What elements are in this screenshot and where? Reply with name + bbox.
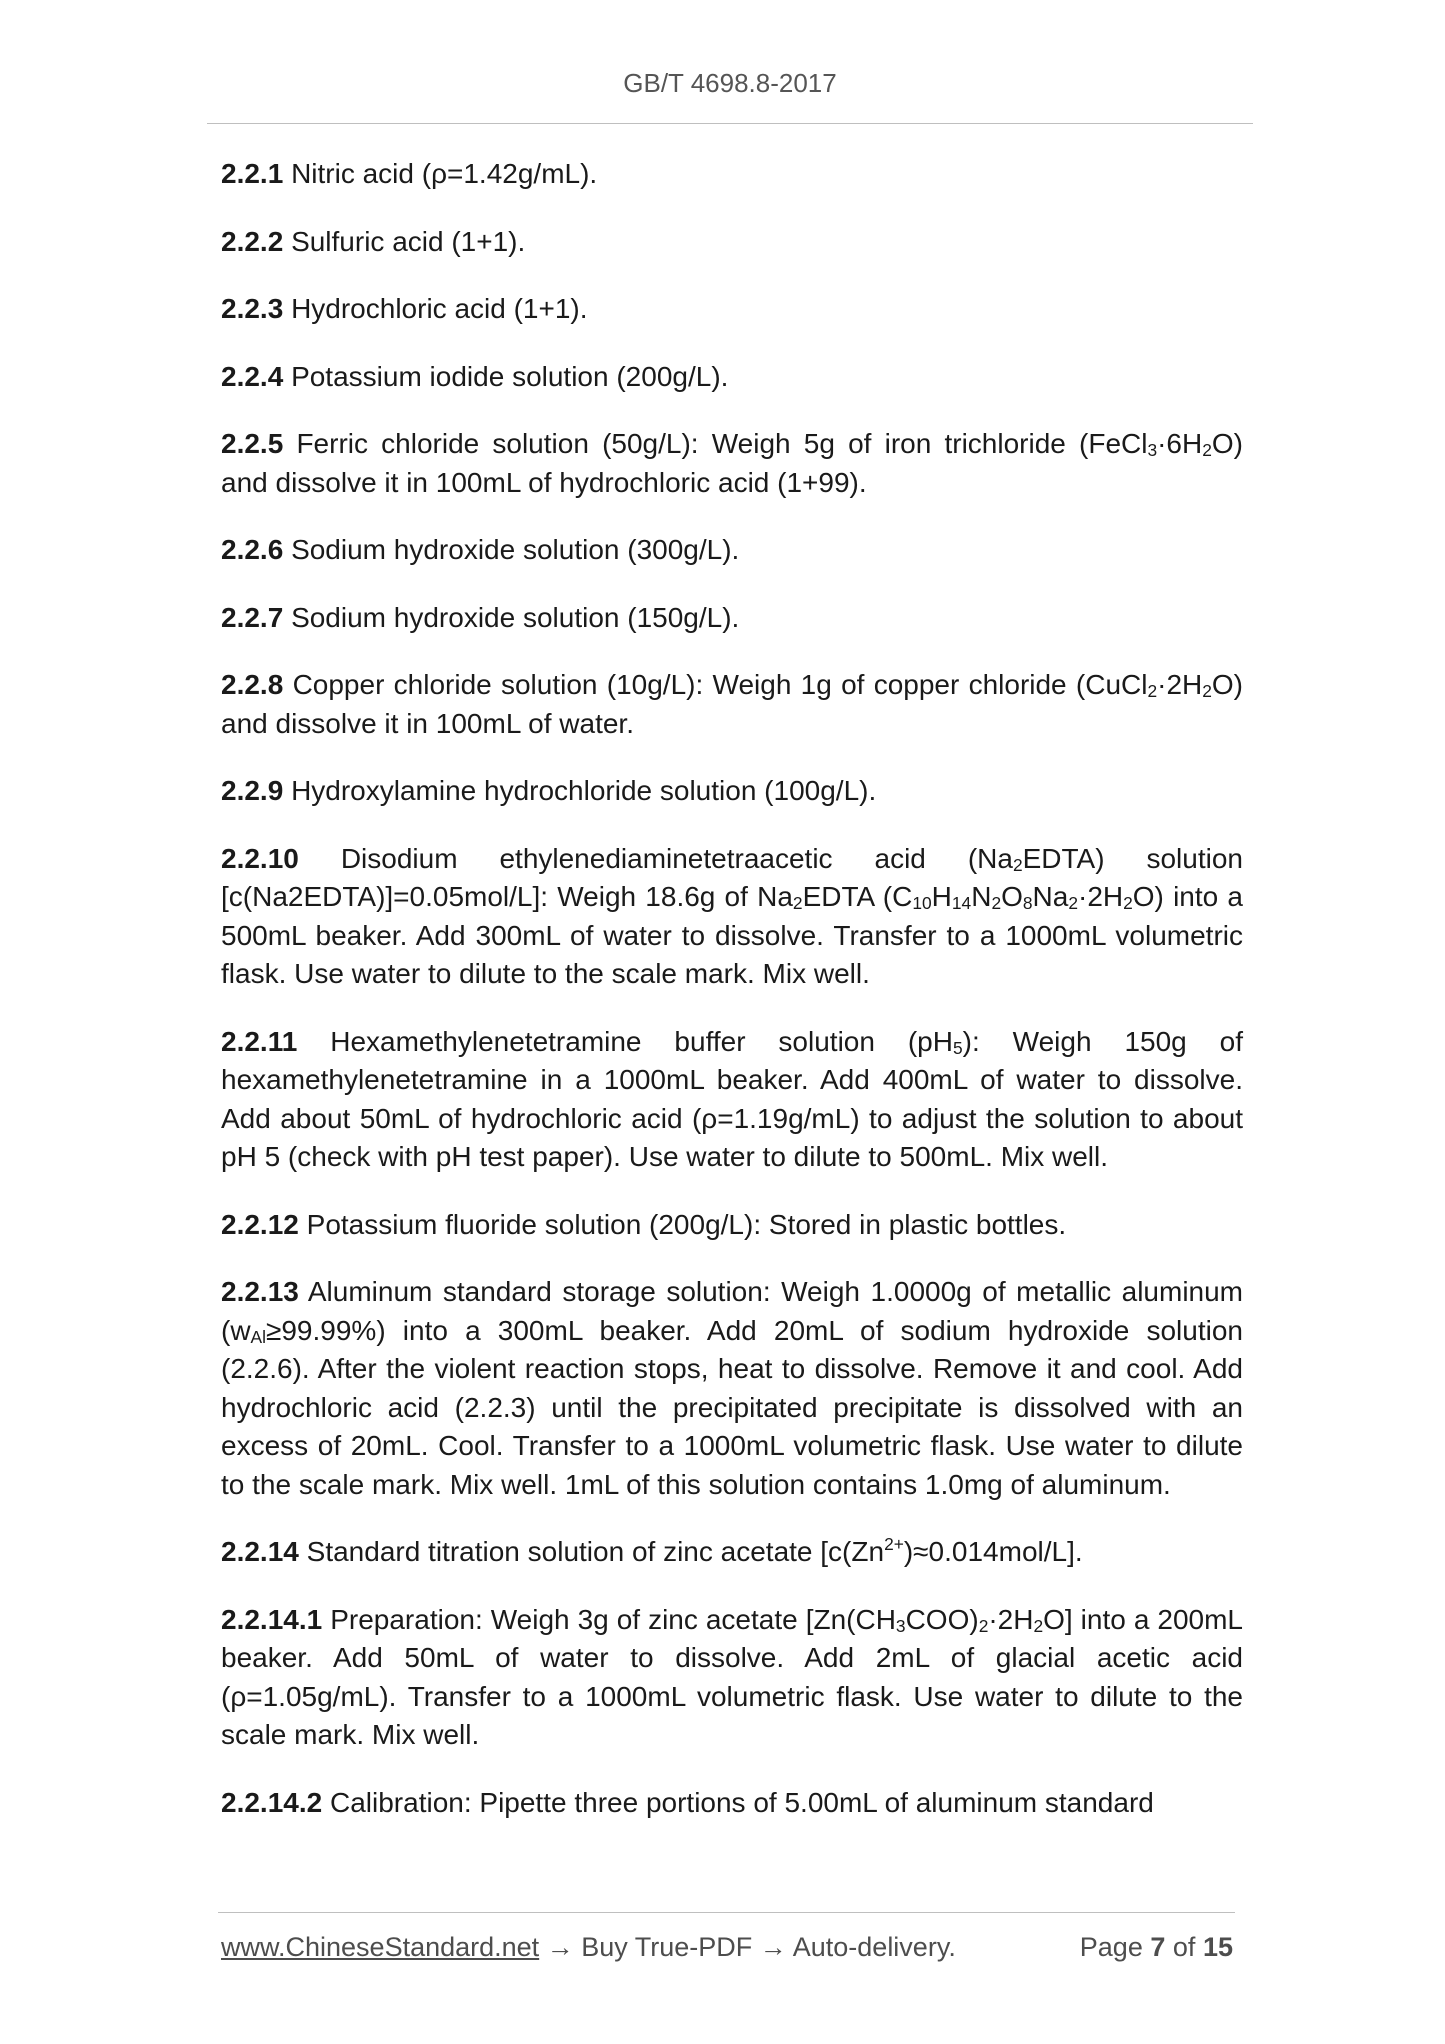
footer-promo-text: → Buy True-PDF → Auto-delivery.: [539, 1932, 956, 1962]
section-number: 2.2.9: [221, 775, 284, 806]
section-number: 2.2.6: [221, 534, 284, 565]
section-number: 2.2.13: [221, 1276, 299, 1307]
section-number: 2.2.14: [221, 1536, 299, 1567]
section-text: Hydroxylamine hydrochloride solution (100g/L).: [291, 775, 877, 806]
section-2-2-6: [221, 531, 1243, 570]
section-number: 2.2.4: [221, 360, 284, 392]
section-text: Disodium ethylenediaminetetraacetic acid $(Na_2EDTA)$ solution [c(Na2EDTA)]=0.05mol/L]: Weigh 18.6g of $Na_2EDTA$ $(C_{10}H_{14}N_2O_8Na_2\cdot 2H_2O)$ into a 500mL beaker. Add 300mL of water to dissolve. Transfer to a 1000mL volumetric flask. Use water to dilute to the scale mark. Mix well.: [221, 842, 1243, 989]
section-2-2-11: [221, 1023, 1243, 1177]
section-2-2-8: [221, 666, 1243, 743]
section-2-2-4: [221, 358, 1243, 397]
section-number: 2.2.7: [221, 601, 284, 633]
section-text: Nitric acid (ρ=1.42g/mL).: [291, 158, 598, 189]
section-2-2-13: [221, 1273, 1243, 1504]
section-number: 2.2.10: [221, 842, 299, 874]
section-number: 2.2.1: [221, 158, 284, 189]
footer-divider: [218, 1912, 1235, 1913]
section-text: Standard titration solution of zinc acetate $[c(Zn^{2+})\approx 0.014mol/L]$.: [306, 1534, 1083, 1567]
section-text: Hexamethylenetetramine buffer solution $(pH_5)$: Weigh 150g of hexamethylenetetramine in a 1000mL beaker. Add 400mL of water to dissolve. Add about 50mL of hydrochloric acid (ρ=1.19g/mL) to adjust the solution to about pH 5 (check with pH test paper). Use water to dilute to 500mL. Mix well.: [221, 1025, 1243, 1172]
section-2-2-14-2: [221, 1784, 1243, 1823]
section-text: Potassium fluoride solution (200g/L): Stored in plastic bottles.: [306, 1208, 1067, 1240]
section-2-2-14-1: [221, 1601, 1243, 1755]
section-text: Potassium iodide solution (200g/L).: [291, 360, 729, 392]
section-2-2-5: [221, 425, 1243, 502]
page-total: 15: [1202, 1932, 1233, 1962]
section-text: Sodium hydroxide solution (150g/L).: [291, 601, 740, 633]
section-2-2-7: [221, 599, 1243, 638]
page-label: Page: [1079, 1932, 1143, 1962]
section-2-2-1: [221, 155, 1243, 194]
section-2-2-2: [221, 223, 1243, 262]
section-text: Ferric chloride solution (50g/L): Weigh 5g of iron trichloride $(FeCl_3\cdot 6H_2O)$ and dissolve it in 100mL of hydrochloric acid (1+99).: [221, 428, 1243, 498]
section-text: Sodium hydroxide solution (300g/L).: [291, 534, 740, 565]
header-divider: [207, 123, 1253, 124]
section-number: 2.2.8: [221, 669, 284, 700]
section-number: 2.2.12: [221, 1208, 299, 1240]
section-2-2-14: [221, 1533, 1243, 1572]
section-2-2-9: [221, 772, 1243, 811]
section-2-2-10: [221, 840, 1243, 994]
website-link[interactable]: www.ChineseStandard.net: [221, 1932, 540, 1962]
section-text: Hydrochloric acid (1+1).: [291, 293, 588, 324]
footer-promo: [221, 1932, 956, 1963]
section-number: 2.2.2: [221, 225, 284, 257]
section-text: Aluminum standard storage solution: Weigh 1.0000g of metallic aluminum $(w_{Al}\ge 99.99\%)$ into a 300mL beaker. Add 20mL of sodium hydroxide solution (2.2.6). After the violent reaction stops, heat to dissolve. Remove it and cool. Add hydrochloric acid (2.2.3) until the precipitated precipitate is dissolved with an excess of 20mL. Cool. Transfer to a 1000mL volumetric flask. Use water to dilute to the scale mark. Mix well. 1mL of this solution contains 1.0mg of aluminum.: [221, 1276, 1244, 1500]
section-number: 2.2.14.2: [221, 1786, 323, 1818]
document-body: [221, 155, 1243, 1851]
section-text: Sulfuric acid (1+1).: [291, 225, 526, 257]
section-number: 2.2.11: [221, 1025, 298, 1057]
section-2-2-3: [221, 290, 1243, 329]
section-number: 2.2.14.1: [221, 1603, 323, 1635]
document-header: GB/T 4698.8-2017: [623, 68, 837, 98]
section-number: 2.2.3: [221, 293, 284, 324]
section-number: 2.2.5: [221, 428, 284, 459]
page-indicator: [1080, 1932, 1233, 1963]
section-2-2-12: [221, 1206, 1243, 1245]
section-text: Calibration: Pipette three portions of 5.00mL of aluminum standard: [329, 1786, 1154, 1818]
page-of-label: of: [1172, 1932, 1196, 1962]
page-number: 7: [1150, 1932, 1166, 1962]
section-text: Copper chloride solution (10g/L): Weigh 1g of copper chloride $(CuCl_2\cdot 2H_2O)$ and dissolve it in 100mL of water.: [221, 669, 1244, 739]
section-text: Preparation: Weigh 3g of zinc acetate $[Zn(CH_3COO)_2\cdot 2H_2O]$ into a 200mL beaker. Add 50mL of water to dissolve. Add 2mL of glacial acetic acid (ρ=1.05g/mL). Transfer to a 1000mL volumetric flask. Use water to dilute to the scale mark. Mix well.: [221, 1603, 1243, 1750]
